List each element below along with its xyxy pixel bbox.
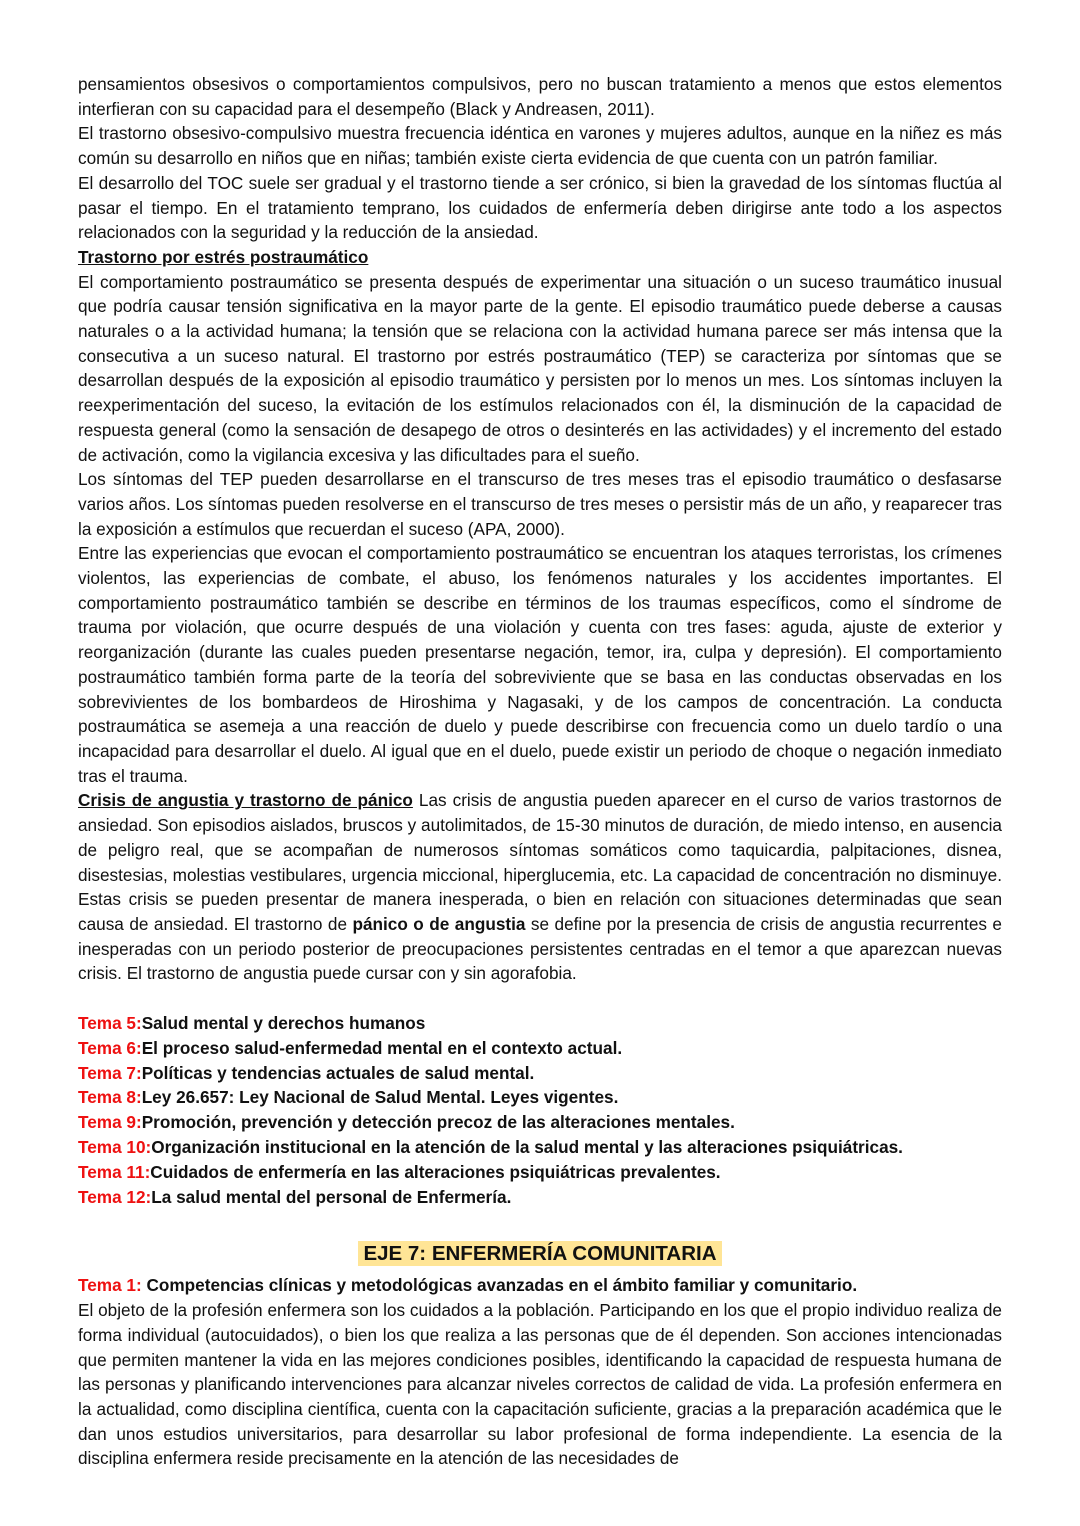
- paragraph-objeto-profesion-enfermera: El objeto de la profesión enfermera son los cuidados a la población. Participando en los que el propio individuo realiza de forma individual (autocuidados), o bien los que realiza a las personas que de él dependen. Son acciones intencionadas que permiten mantener la vida en las mejores condiciones posibles, identificando la capacidad de respuesta humana de las personas y planificando intervenciones para alcanzar niveles correctos de calidad de vida. La profesión enfermera en la actualidad, como disciplina científica, cuenta con la capacitación suficiente, gracias a la preparación académica que le dan unos estudios universitarios, para desarrollar su labor profesional de forma independiente. La esencia de la disciplina enfermera reside precisamente en la atención de las necesidades de: [78, 1300, 1002, 1469]
- tema-list-eje6: [78, 1011, 1002, 1209]
- tema-label: Tema 5:: [78, 1013, 142, 1034]
- tema-line-11: [78, 1160, 1002, 1185]
- tema-text: Organización institucional en la atención de la salud mental y las alteraciones psiquiátricas.: [151, 1137, 903, 1157]
- tema-text: Cuidados de enfermería en las alteraciones psiquiátricas prevalentes.: [150, 1161, 721, 1182]
- tema-line-8: [78, 1085, 1002, 1110]
- tema-line-9: [78, 1110, 1002, 1135]
- tema-line-1-eje7: [78, 1273, 1002, 1298]
- tema-text: El proceso salud-enfermedad mental en el contexto actual.: [141, 1037, 623, 1058]
- inline-heading-crisis-angustia: Crisis de angustia y trastorno de pánico: [78, 790, 413, 811]
- tema-line-5: [78, 1011, 1002, 1036]
- tema-text: Salud mental y derechos humanos: [141, 1013, 426, 1034]
- tema-label: Tema 9:: [78, 1112, 142, 1133]
- paragraph-toc-continuation: pensamientos obsesivos o comportamientos compulsivos, pero no buscan tratamiento a menos que estos elementos interfieran con su capacidad para el desempeño (Black y Andreasen, 2011).: [78, 74, 1002, 119]
- tema-label: Tema 7:: [78, 1062, 142, 1083]
- tema-label: Tema 10:: [78, 1137, 152, 1157]
- tema-label: Tema 1:: [78, 1275, 142, 1296]
- paragraph-tep-description: El comportamiento postraumático se presenta después de experimentar una situación o un suceso traumático inusual que podría causar tensión significativa en la mayor parte de la gente. El episodio traumático puede deberse a causas naturales o a la actividad humana; la tensión que se relaciona con la actividad humana parece ser más intensa que la consecutiva a un suceso natural. El trastorno por estrés postraumático (TEP) se caracteriza por síntomas que se desarrollan después de la exposición al episodio traumático y persisten por lo menos un mes. Los síntomas incluyen la reexperimentación del suceso, la evitación de los estímulos relacionados con él, la disminución de la capacidad de respuesta general (como la sensación de desapego de otros o desinterés en las actividades) y el incremento del estado de activación, como la vigilancia excesiva y las dificultades para el sueño.: [78, 271, 1002, 465]
- tema-line-12: [78, 1185, 1002, 1210]
- tema-text: La salud mental del personal de Enfermería.: [151, 1186, 512, 1207]
- heading-trastorno-estres-postraumatico: Trastorno por estrés postraumático: [78, 246, 369, 267]
- crisis-angustia-text-2: se define por la presencia de crisis de angustia recurrentes e inesperadas con un periodo posterior de preocupaciones persistentes centradas en el temor a que aparezcan nuevas crisis. El trastorno de angustia puede cursar con y sin agorafobia.: [78, 913, 1002, 984]
- tema-line-6: [78, 1036, 1002, 1061]
- inline-bold-panico-angustia: pánico o de angustia: [352, 913, 526, 934]
- paragraph-tep-timeline: Los síntomas del TEP pueden desarrollarse en el transcurso de tres meses tras el episodio traumático o desfasarse varios años. Los síntomas pueden resolverse en el transcurso de tres meses o persistir más de un año, y reaparecer tras la exposición a estímulos que recuerdan el suceso (APA, 2000).: [78, 469, 1002, 539]
- paragraph-toc-development: El desarrollo del TOC suele ser gradual y el trastorno tiende a ser crónico, si bien la gravedad de los síntomas fluctúa al pasar el tiempo. En el tratamiento temprano, los cuidados de enfermería deben dirigirse ante todo a los aspectos relacionados con la seguridad y la reducción de la ansiedad.: [78, 172, 1002, 243]
- tema-text: Políticas y tendencias actuales de salud mental.: [141, 1062, 535, 1083]
- tema-line-7: [78, 1061, 1002, 1086]
- tema-label: Tema 6:: [78, 1037, 142, 1058]
- tema-label: Tema 8:: [78, 1087, 142, 1108]
- tema-text: Ley 26.657: Ley Nacional de Salud Mental. Leyes vigentes.: [141, 1087, 619, 1108]
- tema-label: Tema 12:: [78, 1186, 152, 1207]
- tema-line-10: [78, 1135, 1002, 1160]
- paragraph-toc-frequency: El trastorno obsesivo-compulsivo muestra frecuencia idéntica en varones y mujeres adultos, aunque en la niñez es más común su desarrollo en niños que en niñas; también existe cierta evidencia de que cuenta con un patrón familiar.: [78, 123, 1002, 169]
- paragraph-crisis-angustia: [78, 788, 1002, 986]
- paragraph-tep-experiences: Entre las experiencias que evocan el comportamiento postraumático se encuentran los ataques terroristas, los crímenes violentos, las experiencias de combate, el abuso, los fenómenos naturales y los accidentes importantes. El comportamiento postraumático también se describe en términos de los traumas específicos, como el síndrome de trauma por violación, que ocurre después de una violación y cuenta con tres fases: aguda, ajuste de exterior y reorganización (durante las cuales pueden presentarse negación, temor, ira, culpa y depresión). El comportamiento postraumático también forma parte de la teoría del sobreviviente que se basa en las conductas observadas en los sobrevivientes de los bombardeos de Hiroshima y Nagasaki, y de los campos de concentración. La conducta postraumática se asemeja a una reacción de duelo y puede describirse con frecuencia como un duelo tardío o una incapacidad para desarrollar el duelo. Al igual que en el duelo, puede existir un periodo de choque o negación inmediato tras el trauma.: [78, 543, 1002, 786]
- tema-label: Tema 11:: [78, 1161, 151, 1182]
- highlighted-heading-text: EJE 7: ENFERMERÍA COMUNITARIA: [358, 1241, 721, 1266]
- heading-eje7-enfermeria-comunitaria: [78, 1240, 1002, 1267]
- tema-text: Promoción, prevención y detección precoz de las alteraciones mentales.: [141, 1112, 735, 1133]
- crisis-angustia-text-1: Las crisis de angustia pueden aparecer en el curso de varios trastornos de ansiedad. Son episodios aislados, bruscos y autolimitados, de 15-30 minutos de duración, de miedo intenso, en ausencia de peligro real, que se acompañan de numerosos síntomas somáticos como taquicardia, palpitaciones, disnea, disestesias, molestias vestibulares, urgencia miccional, hiperglucemia, etc. La capacidad de concentración no disminuye. Estas crisis se pueden presentar de manera inesperada, o bien en relación con situaciones determinadas que sean causa de ansiedad. El trastorno de: [78, 790, 1002, 934]
- tema-text: Competencias clínicas y metodológicas avanzadas en el ámbito familiar y comunitario.: [141, 1275, 858, 1296]
